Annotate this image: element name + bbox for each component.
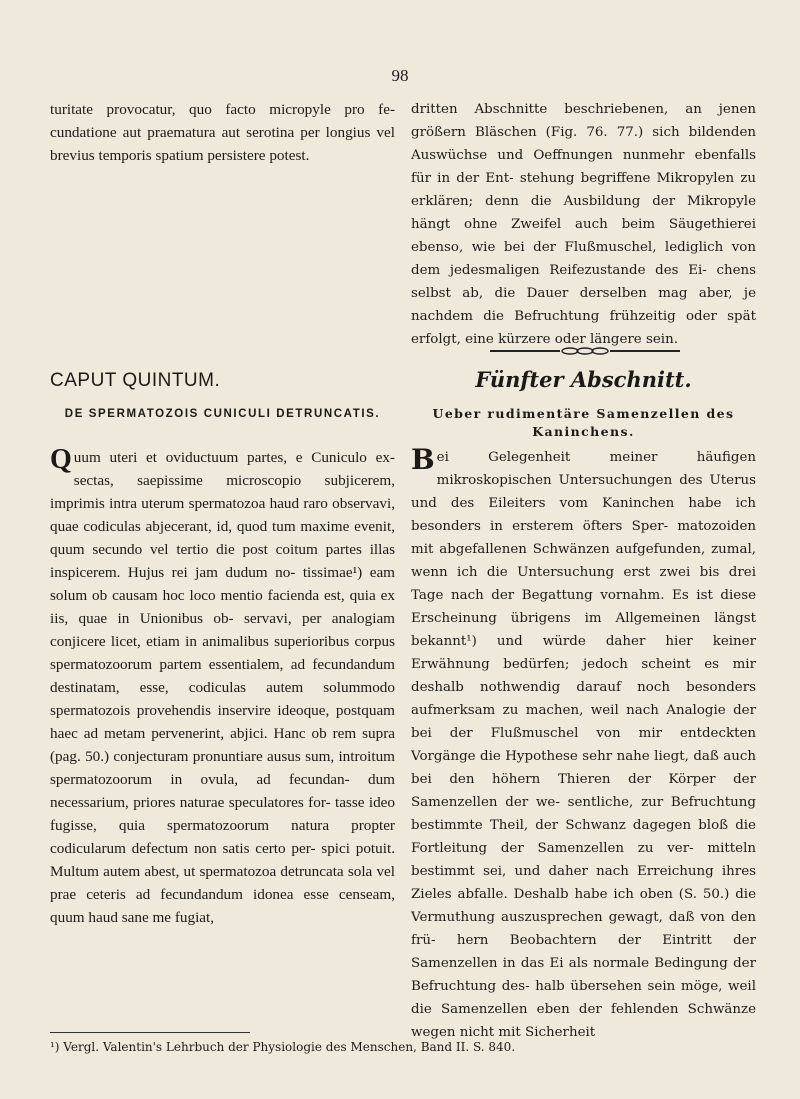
drop-cap-german: B (411, 443, 435, 476)
body-german-column (411, 443, 756, 1044)
section-divider-ornament (490, 346, 680, 356)
body-german-text: ei Gelegenheit meiner häufigen mikroskopischen Untersuchungen des Uterus und des Eileiters vom Kaninchen habe ich besonders in ersterem öfters Sper- matozoiden mit abgefallenen Schwänzen aufgefunden, zumal, wenn ich die Untersuchung erst zwei bis drei Tage nach der Begattung vornahm. Es ist diese Erscheinung übrigens im Allgemeinen längst bekannt¹) und würde daher hier keiner Erwähnung bedürfen; jedoch scheint es mir deshalb nothwendig darauf noch besonders aufmerksam zu machen, weil nach Analogie der bei der Flußmuschel von mir entdeckten Vorgänge die Hypothese sehr nahe liegt, daß auch bei den höhern Thieren der Körper der Samenzellen der we- sentliche, zur Befruchtung bestimmte Theil, der Schwanz dagegen bloß die Fortleitung der Samenzellen zu ver- mitteln bestimmt sei, und daher nach Erreichung ihres Zieles abfalle. Deshalb habe ich oben (S. 50.) die Vermuthung auszusprechen gewagt, daß von den frü- hern Beobachtern der Eintritt der Samenzellen in das Ei als normale Bedingung der Befruchtung des- halb übersehen sein möge, weil die Samenzellen eben der fehlenden Schwänze wegen nicht mit Sicherheit (411, 450, 756, 1040)
drop-cap-latin: Q (50, 444, 72, 475)
chapter-subtitle-german: Ueber rudimentäre Samenzellen des Kaninchens. (432, 406, 735, 439)
footnote-rule (50, 1032, 250, 1033)
body-latin-text: uum uteri et oviductuum partes, e Cuniculo ex- sectas, saepissime microscopio subjicerem, imprimis intra uterum spermatozoa haud raro observavi, quae codiculas abjecerant, id, quod tum maxime evenit, quum secundo vel tertio die post coitum partes illas inspicerem. Hujus rei jam dudum no- tissimae¹) eam solum ob causam hoc loco mentio facienda est, quia ex iis, quae in Unionibus ob- servavi, per analogiam conjicere licet, etiam in animalibus superioribus corpus spermatozoorum partem essentialem, ad fecundandum destinatam, esse, codiculas autem solummodo spermatozois provehendis inservire ideoque, postquam haec ad metam pervenerint, abjici. Hanc ob rem supra (pag. 50.) conjecturam pronuntiare ausus sum, introitum spermatozoorum in ovula, ad fecundan- dum necessarium, priores naturae speculatores for- tasse ideo fugisse, quia spermatozoorum natura propter codicularum defectum non satis certo per- spici potuit. Multum autem abest, ut spermatozoa detruncata sola vel prae ceteris ad fecundandum idonea esse censeam, quum haud sane me fugiat, (50, 449, 395, 926)
footnote: ¹) Vergl. Valentin's Lehrbuch der Physiologie des Menschen, Band II. S. 840. (50, 1040, 516, 1054)
body-german-paragraph (411, 443, 756, 1044)
chapter-heading-german: Fünfter Abschnitt. (475, 367, 692, 392)
body-latin-paragraph (50, 446, 395, 929)
page-number: 98 (391, 66, 409, 85)
intro-latin-text: turitate provocatur, quo facto micropyle pro fe- cundatione aut praematura aut serotina per longius vel brevius temporis spatium persistere potest. (50, 101, 395, 164)
intro-german-column (411, 98, 756, 351)
intro-german-text: dritten Abschnitte beschriebenen, an jenen größern Bläschen (Fig. 76. 77.) sich bildenden Auswüchse und Oeffnungen nunmehr ebenfalls für in der Ent- stehung begriffene Mikropylen zu erklären; denn die Ausbildung der Mikropyle hängt ohne Zweifel auch beim Säugethierei ebenso, wie bei der Flußmuschel, lediglich von dem jedesmaligen Reifezustande des Ei- chens selbst ab, die Dauer derselben mag aber, je nachdem die Befruchtung frühzeitig oder spät erfolgt, eine kürzere oder längere sein. (411, 102, 756, 347)
intro-latin-column (50, 98, 395, 167)
chapter-subtitle-latin: DE SPERMATOZOIS CUNICULI DETRUNCATIS. (64, 408, 381, 420)
chapter-heading-latin: CAPUT QUINTUM. (50, 370, 221, 391)
body-latin-column (50, 446, 395, 929)
